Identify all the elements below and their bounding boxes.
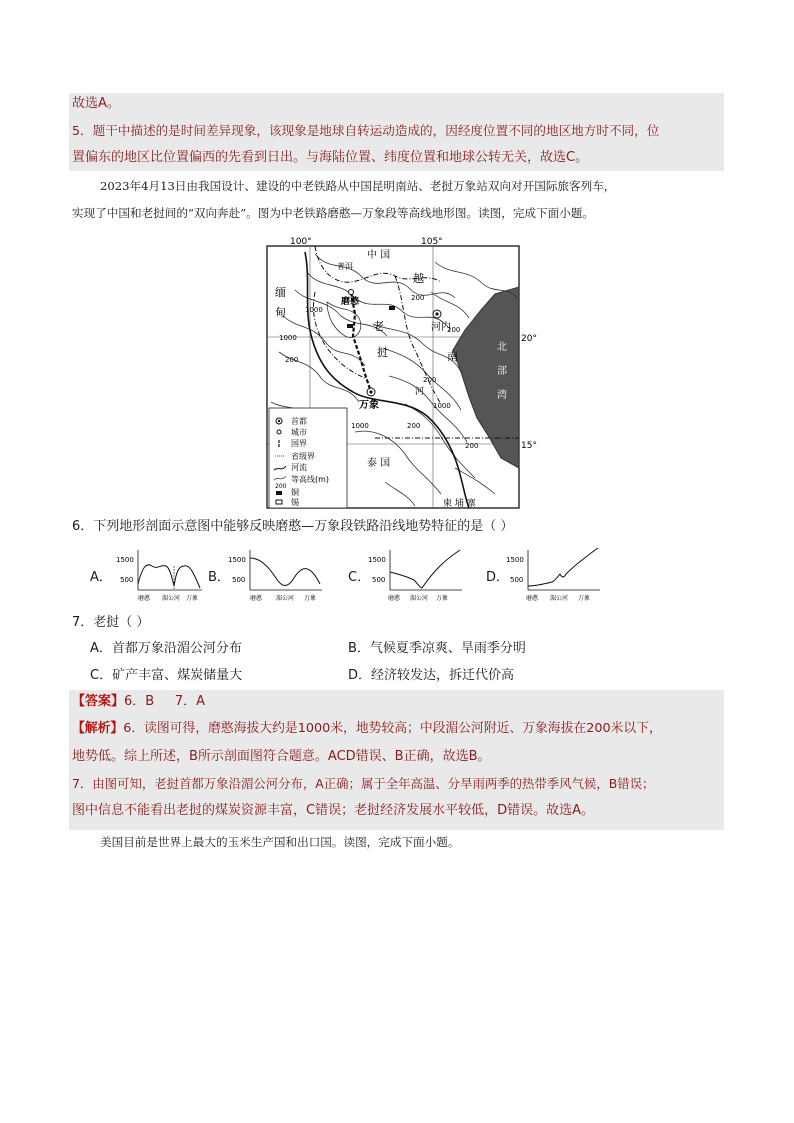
- svg-text:湄公河: 湄公河: [276, 595, 295, 602]
- copper-icon: [347, 324, 353, 328]
- svg-text:1500: 1500: [368, 556, 386, 564]
- passage-line1: 2023年4月13日由我国设计、建设的中老铁路从中国昆明南站、老挝万象站双向对开国际旅客列车，: [100, 179, 616, 193]
- svg-text:1000: 1000: [305, 306, 323, 314]
- svg-text:200: 200: [275, 483, 287, 490]
- svg-text:200: 200: [285, 356, 299, 364]
- profile-b: [226, 544, 326, 606]
- svg-text:1500: 1500: [506, 556, 524, 564]
- svg-text:锡: 锡: [291, 498, 299, 507]
- svg-text:1500: 1500: [116, 556, 134, 564]
- svg-text:首都: 首都: [291, 417, 307, 426]
- city-vientiane-label: 万象: [359, 400, 379, 411]
- region-cambodia: 柬 埔 寨: [443, 499, 476, 509]
- lon-label-105: 105°: [421, 237, 443, 247]
- analysis-line1: 【解析】6．读图可得，磨憨海拔大约是1000米，地势较高；中段湄公河附近、万象海拔在200米以下，: [72, 721, 662, 736]
- svg-text:万象: 万象: [436, 595, 449, 602]
- svg-text:1500: 1500: [228, 556, 246, 564]
- answer-line: 故选A。: [72, 96, 120, 111]
- answer-text: 6．B 7．A: [124, 694, 206, 709]
- svg-text:万象: 万象: [578, 595, 591, 602]
- profile-c: [366, 544, 466, 606]
- q7-option-a[interactable]: A．首都万象沿湄公河分布: [90, 641, 242, 656]
- topographic-map: [255, 232, 555, 512]
- answer-tag: 【答案】: [72, 694, 125, 709]
- city-puer: 普洱: [337, 262, 353, 271]
- svg-text:省级界: 省级界: [291, 452, 315, 461]
- region-laos-2: 挝: [377, 346, 388, 359]
- svg-text:500: 500: [372, 576, 386, 584]
- profile-a: [114, 544, 204, 606]
- q7-option-d[interactable]: D．经济较发达，拆迁代价高: [348, 668, 515, 683]
- svg-text:1000: 1000: [351, 422, 369, 430]
- q5-explanation-line1: 5．题干中描述的是时间差异现象，该现象是地球自转运动造成的，因经度位置不同的地区地方时不同，位: [72, 123, 660, 138]
- copper-legend-icon: [276, 491, 282, 495]
- next-passage: 美国目前是世界上最大的玉米生产国和出口国。读图，完成下面小题。: [100, 835, 460, 849]
- profile-d: [504, 544, 604, 606]
- q6-option-d-letter: D．: [486, 570, 510, 585]
- q6-option-d[interactable]: [484, 544, 610, 606]
- svg-text:200: 200: [447, 326, 461, 334]
- map-legend: [269, 408, 347, 508]
- city-icon: [277, 430, 281, 434]
- region-south: 南: [447, 350, 458, 363]
- svg-text:500: 500: [510, 576, 524, 584]
- analysis-line4: 图中信息不能看出老挝的煤炭资源丰富，C错误；老挝经济发展水平较低，D错误。故选A。: [72, 803, 594, 818]
- gulf-label-1: 北: [497, 342, 507, 353]
- passage-line2: 实现了中国和老挝间的“双向奔赴”。图为中老铁路磨憨—万象段等高线地形图。读图，完成下面小题。: [72, 206, 594, 220]
- q6-option-c[interactable]: [346, 544, 472, 606]
- q7-option-c[interactable]: C．矿产丰富、煤炭储量大: [90, 668, 243, 683]
- svg-text:湄公河: 湄公河: [162, 595, 181, 602]
- svg-text:1000: 1000: [433, 402, 451, 410]
- gulf-label-3: 湾: [497, 390, 507, 401]
- lat-label-15: 15°: [521, 441, 537, 451]
- region-myanmar-2: 甸: [275, 306, 286, 319]
- analysis-line3: 7．由图可知，老挝首都万象沿湄公河分布，A正确；属于全年高温、分旱雨两季的热带季风气候，B错误；: [72, 776, 655, 791]
- svg-text:1000: 1000: [279, 334, 297, 342]
- svg-text:万象: 万象: [186, 595, 199, 602]
- svg-text:200: 200: [423, 376, 437, 384]
- region-laos-1: 老: [373, 320, 384, 333]
- svg-text:磨憨: 磨憨: [388, 595, 401, 602]
- svg-text:500: 500: [120, 576, 134, 584]
- svg-text:磨憨: 磨憨: [138, 595, 151, 602]
- svg-text:湄公河: 湄公河: [410, 595, 429, 602]
- q6-option-b-letter: B．: [208, 570, 230, 585]
- svg-text:湄公河: 湄公河: [550, 595, 569, 602]
- city-hanoi-label: 河内: [431, 322, 451, 333]
- river-label: 河: [415, 387, 425, 397]
- svg-text:河流: 河流: [291, 463, 307, 472]
- q6-option-b[interactable]: [206, 544, 332, 606]
- analysis-tag: 【解析】: [72, 721, 124, 736]
- svg-text:国界: 国界: [291, 439, 307, 448]
- region-thailand: 泰 国: [367, 458, 391, 469]
- svg-text:铜: 铜: [291, 488, 299, 497]
- city-mohan-label: 磨憨: [341, 297, 360, 307]
- analysis-line2: 地势低。综上所述，B所示剖面图符合题意。ACD错误、B正确，故选B。: [72, 749, 491, 764]
- svg-text:500: 500: [232, 576, 246, 584]
- tin-icon: [389, 306, 395, 310]
- region-china: 中 国: [367, 250, 391, 261]
- svg-text:200: 200: [411, 294, 425, 302]
- svg-text:200: 200: [465, 442, 479, 450]
- q7-option-b[interactable]: B．气候夏季凉爽、旱雨季分明: [348, 641, 526, 656]
- region-myanmar-1: 缅: [275, 286, 286, 299]
- svg-text:城市: 城市: [291, 428, 307, 437]
- q7-stem: 7．老挝（ ）: [72, 615, 150, 630]
- q6-stem: 6．下列地形剖面示意图中能够反映磨憨—万象段铁路沿线地势特征的是（ ）: [72, 519, 514, 534]
- q6-option-a-letter: A．: [90, 570, 112, 585]
- svg-text:200: 200: [407, 422, 421, 430]
- gulf-label-2: 部: [497, 366, 507, 377]
- q6-option-a[interactable]: [88, 544, 206, 606]
- answer-line: [72, 693, 205, 711]
- svg-text:万象: 万象: [304, 595, 317, 602]
- q6-option-c-letter: C．: [348, 570, 371, 585]
- lat-label-20: 20°: [521, 334, 537, 344]
- svg-text:磨憨: 磨憨: [250, 595, 263, 602]
- lon-label-100: 100°: [290, 237, 312, 247]
- q5-explanation-line2: 置偏东的地区比位置偏西的先看到日出。与海陆位置、纬度位置和地球公转无关，故选C。: [72, 150, 589, 165]
- svg-text:等高线(m): 等高线(m): [291, 475, 330, 484]
- region-vietnam: 越: [413, 272, 424, 285]
- svg-text:磨憨: 磨憨: [526, 595, 539, 602]
